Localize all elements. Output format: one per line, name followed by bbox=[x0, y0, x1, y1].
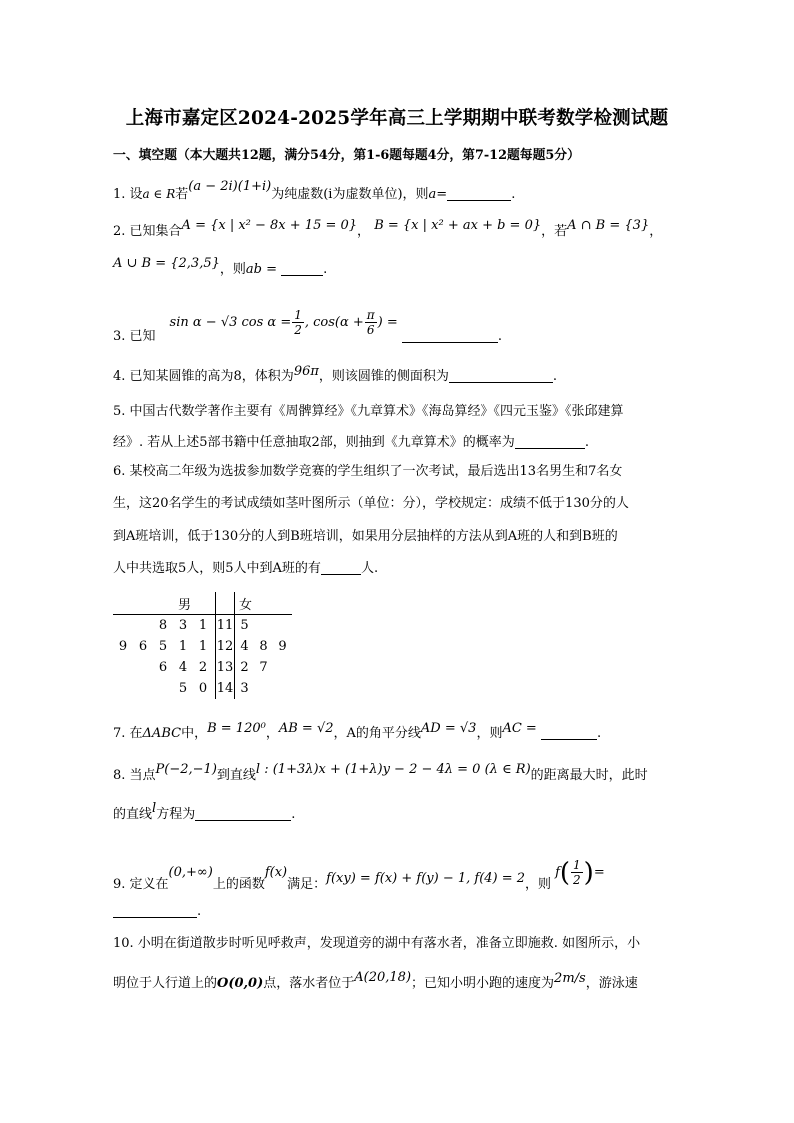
question-3: 3. 已知sin α − √3 cos α = $\frac{1}{2}$ , cos(α + $\frac{\pi}{6}$ ) = . bbox=[113, 308, 503, 344]
answer-blank[interactable] bbox=[195, 806, 291, 821]
question-10: 10. 小明在街道散步时听见呼救声，发现道旁的湖中有落水者，准备立即施救. 如图所示，小 bbox=[113, 936, 641, 951]
stem: 13 bbox=[216, 657, 235, 678]
question-8: 8. 当点P(−2,−1)到直线l : (1+3λ)x + (1+λ)y − 2 − 4λ = 0 (λ ∈ R)的距离最大时，此时 bbox=[113, 762, 648, 783]
stem: 12 bbox=[216, 636, 235, 657]
question-6: 6. 某校高二年级为选拔参加数学竞赛的学生组织了一次考试，最后选出13名男生和7名女 bbox=[113, 464, 623, 479]
question-2-cont: A ∪ B = {2,3,5}，则ab = . bbox=[113, 256, 328, 277]
header-female: 女 bbox=[235, 592, 293, 615]
answer-blank[interactable] bbox=[447, 186, 511, 201]
question-10-cont: 明位于人行道上的O(0,0)点，落水者位于A(20,18)；已知小明小跑的速度为2m/s，游泳速 bbox=[113, 970, 638, 991]
question-1: 1. 设a ∈ R若(a − 2i)(1+i)为纯虚数(i为虚数单位)，则a= . bbox=[113, 179, 516, 202]
stem: 14 bbox=[216, 678, 235, 699]
header-male: 男 bbox=[113, 592, 213, 615]
question-6-line2: 生，这20名学生的考试成绩如茎叶图所示（单位：分），学校规定：成绩不低于130分的人 bbox=[113, 496, 629, 511]
question-9: 9. 定义在(0,+∞)上的函数f(x)满足：f(xy) = f(x) + f(y) − 1, f(4) = 2，则f( $\frac{1}{2}$ )= bbox=[113, 858, 605, 892]
answer-blank[interactable] bbox=[541, 725, 597, 740]
stem-leaf-row: 5 0 14 3 bbox=[113, 678, 292, 699]
stem-leaf-row: 9 6 5 1 1 12 4 8 9 bbox=[113, 636, 292, 657]
question-5-cont: 经》. 若从上述5部书籍中任意抽取2部，则抽到《九章算术》的概率为 . bbox=[113, 435, 589, 450]
answer-blank[interactable] bbox=[449, 368, 553, 383]
section-heading: 一、填空题（本大题共12题，满分54分，第1-6题每题4分，第7-12题每题5分） bbox=[113, 148, 580, 163]
stem-leaf-row: 8 3 1 11 5 bbox=[113, 615, 292, 637]
question-8-cont: 的直线l方程为 . bbox=[113, 801, 296, 822]
stem-leaf-header bbox=[113, 592, 292, 615]
answer-blank[interactable] bbox=[402, 328, 498, 343]
stem-leaf-plot bbox=[113, 592, 292, 699]
stem-leaf-row: 6 4 2 13 2 7 bbox=[113, 657, 292, 678]
question-9-cont: . bbox=[113, 902, 201, 922]
page-title: 上海市嘉定区2024-2025学年高三上学期期中联考数学检测试题 bbox=[125, 108, 669, 129]
question-4: 4. 已知某圆锥的高为8，体积为96π，则该圆锥的侧面积为 . bbox=[113, 364, 558, 384]
answer-blank[interactable] bbox=[321, 560, 361, 575]
question-6-line3: 到A班培训，低于130分的人到B班培训，如果用分层抽样的方法从到A班的人和到B班的 bbox=[113, 529, 618, 544]
question-2: 2. 已知集合A = {x | x² − 8x + 15 = 0}， B = {x | x² + ax + b = 0}，若A ∩ B = {3}， bbox=[113, 218, 663, 239]
answer-blank[interactable] bbox=[113, 903, 197, 918]
question-7: 7. 在ΔABC中，B = 120⁰，AB = √2，A的角平分线AD = √3，则AC = . bbox=[113, 721, 602, 741]
answer-blank[interactable] bbox=[281, 261, 323, 276]
question-6-line4: 人中共选取5人，则5人中到A班的有 人. bbox=[113, 561, 379, 576]
stem: 11 bbox=[216, 615, 235, 637]
answer-blank[interactable] bbox=[515, 434, 585, 449]
question-5: 5. 中国古代数学著作主要有《周髀算经》《九章算术》《海岛算经》《四元玉鉴》《张邱建算 bbox=[113, 404, 624, 419]
